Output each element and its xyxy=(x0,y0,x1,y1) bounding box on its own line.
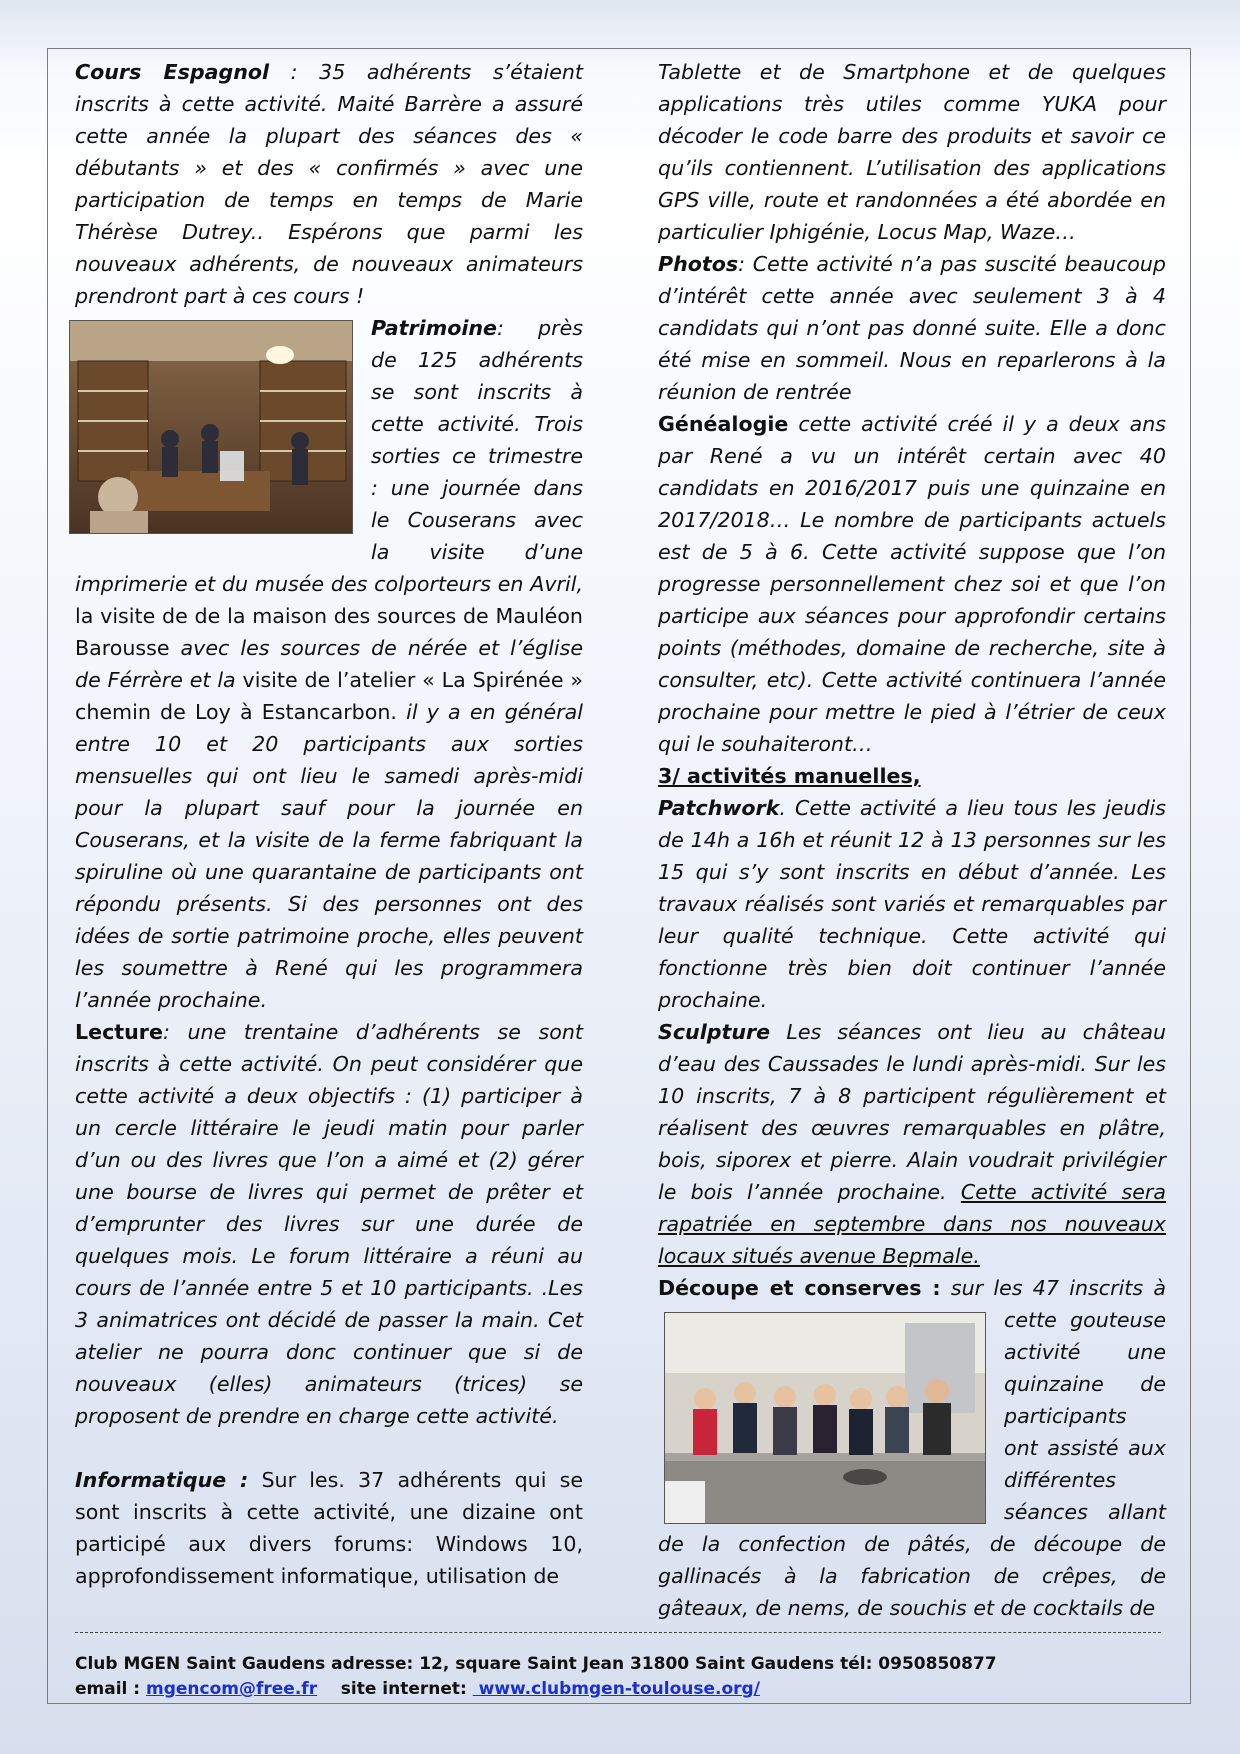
heading-patchwork: Patchwork xyxy=(658,796,780,820)
section-heading-activites-manuelles xyxy=(658,760,1166,792)
section-heading-text: 3/ activités manuelles, xyxy=(658,764,921,788)
footer-address: Club MGEN Saint Gaudens adresse: 12, square Saint Jean 31800 Saint Gaudens tél: 0950850877 xyxy=(75,1654,997,1674)
text-informatique: Sur les. 37 adhérents qui se sont inscrits à cette activité, une dizaine ont participé aux divers forums: Windows 10, approfondissement informatique, utilisation de xyxy=(75,1468,583,1588)
text-sculpture: Les séances ont lieu au château d’eau des Caussades le lundi après-midi. Sur les 10 inscrits, 7 à 8 participent régulièrement et réalisent des œuvres remarquables en plâtre, bois, siporex et pierre. Alain voudrait privilégier le bois l’année prochaine. xyxy=(658,1020,1166,1204)
paragraph-photos xyxy=(658,248,1166,408)
paragraph-patrimoine xyxy=(75,312,583,1016)
paragraph-sculpture xyxy=(658,1016,1166,1272)
email-link[interactable]: mgencom@free.fr xyxy=(146,1679,318,1699)
paragraph-decoupe xyxy=(658,1272,1166,1624)
heading-cours-espagnol: Cours Espagnol xyxy=(75,60,270,84)
patrimoine-photo xyxy=(69,320,353,534)
text-patrimoine-c: avec les sources de nérée et l’église de Férrère et la xyxy=(75,636,583,692)
footer-divider xyxy=(75,1632,1161,1633)
text-sculpture-underlined: Cette activité sera rapatriée en septembre dans nos nouveaux locaux situés avenue Bepmale. xyxy=(658,1180,1167,1268)
heading-lecture: Lecture xyxy=(75,1020,163,1044)
text-photos: : Cette activité n’a pas suscité beaucoup d’intérêt cette année avec seulement 3 à 4 candidats qui n’ont pas donné suite. Elle a donc été mise en sommeil. Nous en reparlerons à la réunion de rentrée xyxy=(658,252,1166,404)
heading-photos: Photos xyxy=(658,252,739,276)
text-patchwork: . Cette activité a lieu tous les jeudis de 14h a 16h et réunit 12 à 13 personnes sur les 15 qui s’y sont inscrits en début d’année. Les travaux réalisés sont variés et remarquables par leur qualité technique. Cette activité qui fonctionne très bien doit continuer l’année prochaine. xyxy=(658,796,1166,1012)
heading-informatique: Informatique : xyxy=(75,1468,249,1492)
text-patrimoine-b: la visite de de la maison des sources de Mauléon Barousse xyxy=(75,604,583,660)
paragraph-genealogie xyxy=(658,408,1166,760)
decoupe-photo xyxy=(664,1312,986,1524)
text-patrimoine-a: : près de 125 adhérents se sont inscrits à cette activité. Trois sorties ce trimestre : une journée dans le Couserans avec la visite d’une imprimerie et du musée des colporteurs en Avril, xyxy=(75,316,583,596)
paragraph-lecture xyxy=(75,1016,583,1432)
text-patrimoine-e: il y a en général entre 10 et 20 participants aux sorties mensuelles qui ont lieu le samedi après-midi pour la plupart sauf pour la journée en Couserans, et la visite de la ferme fabriquant la spiruline où une quarantaine de participants ont répondu présents. Si des personnes ont des idées de sortie patrimoine proche, elles peuvent les soumettre à René qui les programmera l’année prochaine. xyxy=(75,700,583,1012)
heading-patrimoine: Patrimoine xyxy=(371,316,498,340)
text-patrimoine-d: visite de l’atelier « La Spirénée » chemin de Loy à Estancarbon. xyxy=(75,668,583,724)
left-column xyxy=(75,56,583,1592)
text-decoupe: sur les 47 inscrits à cette gouteuse activité une quinzaine de participants ont assisté aux différentes séances allant de la confection de pâtés, de découpe de gallinacés à la fabrication de crêpes, de gâteaux, de nems, de souchis et de cocktails de xyxy=(658,1276,1167,1620)
text-genealogie: cette activité créé il y a deux ans par René a vu un intérêt certain avec 40 candidats en 2016/2017 puis une quinzaine en 2017/2018… Le nombre de participants actuels est de 5 à 6. Cette activité suppose que l’on progresse personnellement chez soi et que l’on participe aux séances pour approfondir certains points (méthodes, domaine de recherche, site à consulter, etc). Cette activité continuera l’année prochaine pour mettre le pied à l’étrier de ceux qui le souhaiteront… xyxy=(658,412,1166,756)
site-link[interactable]: www.clubmgen-toulouse.org/ xyxy=(472,1679,760,1699)
text-cours-espagnol: : 35 adhérents s’étaient inscrits à cette activité. Maité Barrère a assuré cette année la plupart des séances des « débutants » et des « confirmés » avec une participation de temps en temps de Marie Thérèse Dutrey.. Espérons que parmi les nouveaux adhérents, de nouveaux animateurs prendront part à ces cours ! xyxy=(75,60,583,308)
text-lecture: : une trentaine d’adhérents se sont inscrits à cette activité. On peut considérer que cette activité a deux objectifs : (1) participer à un cercle littéraire le jeudi matin pour parler d’un ou des livres que l’on a aimé et (2) gérer une bourse de livres qui permet de prêter et d’emprunter des livres sur une durée de quelques mois. Le forum littéraire a réuni au cours de l’année entre 5 et 10 participants. .Les 3 animatrices ont décidé de passer la main. Cet atelier ne pourra donc continuer que si de nouveaux (elles) animateurs (trices) se proposent de prendre en charge cette activité. xyxy=(75,1020,583,1428)
email-label: email : xyxy=(75,1679,147,1699)
heading-sculpture: Sculpture xyxy=(658,1020,771,1044)
text-informatique-cont: Tablette et de Smartphone et de quelques applications très utiles comme YUKA pour décoder le code barre des produits et savoir ce qu’ils contiennent. L’utilisation des applications GPS ville, route et randonnées a été abordée en particulier Iphigénie, Locus Map, Waze… xyxy=(658,60,1166,244)
heading-decoupe: Découpe et conserves : xyxy=(658,1276,941,1300)
paragraph-informatique xyxy=(75,1464,583,1592)
paragraph-informatique-cont xyxy=(658,56,1166,248)
footer-contacts xyxy=(75,1677,1165,1702)
site-label: site internet: xyxy=(317,1679,473,1699)
paragraph-patchwork xyxy=(658,792,1166,1016)
right-column xyxy=(658,56,1166,1624)
paragraph-cours-espagnol xyxy=(75,56,583,312)
heading-genealogie: Généalogie xyxy=(658,412,789,436)
footer xyxy=(75,1652,1165,1702)
